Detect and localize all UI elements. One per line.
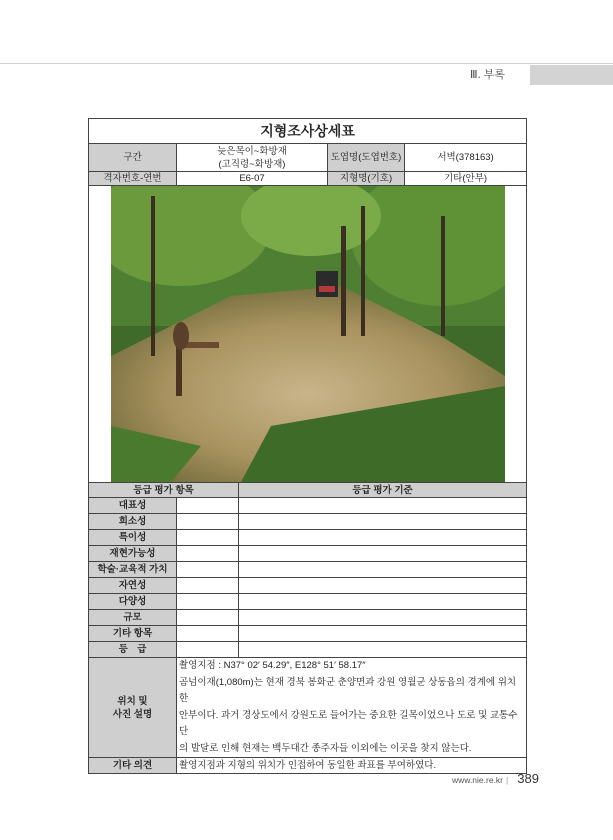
footer-separator: |: [506, 775, 509, 785]
photo-cell: [89, 186, 527, 483]
criteria-grade: [177, 642, 239, 658]
criteria-basis: [239, 546, 527, 562]
chapter-label: Ⅲ. 부록: [470, 69, 505, 81]
page-number: 389: [517, 771, 539, 786]
criteria-grade: [177, 514, 239, 530]
criteria-item: 자연성: [89, 578, 177, 594]
criteria-grade: [177, 530, 239, 546]
location-line: 곰넘이재(1,080m)는 현재 경북 봉화군 춘양면과 강원 영월군 상동읍의 경계에 위치한: [179, 676, 517, 704]
criteria-basis: [239, 514, 527, 530]
criteria-grade: [177, 578, 239, 594]
criteria-basis: [239, 530, 527, 546]
criteria-basis: [239, 578, 527, 594]
location-description: [177, 658, 527, 758]
survey-table: [88, 118, 527, 774]
criteria-header-right: 등급 평가 기준: [239, 483, 527, 498]
location-label-line2: 사진 설명: [112, 708, 153, 720]
criteria-header-left: 등급 평가 항목: [89, 483, 239, 498]
criteria-item: 다양성: [89, 594, 177, 610]
criteria-item: 대표성: [89, 498, 177, 514]
location-label: [89, 658, 177, 758]
criteria-grade: [177, 562, 239, 578]
site-url: www.nie.re.kr: [452, 775, 504, 785]
landform-label: 지형명(기호): [328, 172, 405, 186]
criteria-item: 규모: [89, 610, 177, 626]
criteria-item: 기타 항목: [89, 626, 177, 642]
map-label: 도엽명(도엽번호): [328, 144, 405, 172]
section-value-line2: (고직령~화방재): [218, 158, 286, 170]
location-line: 의 발달로 인해 현재는 백두대간 종주자들 이외에는 이곳을 찾지 않는다.: [179, 742, 472, 754]
criteria-basis: [239, 498, 527, 514]
criteria-basis: [239, 610, 527, 626]
criteria-grade: [177, 546, 239, 562]
location-label-line1: 위치 및: [117, 695, 148, 707]
sheet-title: 지형조사상세표: [89, 119, 527, 144]
section-label: 구간: [89, 144, 177, 172]
criteria-basis: [239, 594, 527, 610]
site-photo: [111, 186, 505, 482]
criteria-item: 재현가능성: [89, 546, 177, 562]
section-value: [177, 144, 328, 172]
location-line: 안부이다. 과거 경상도에서 강원도로 들어가는 중요한 길목이었으나 도로 및 교통수단: [179, 709, 518, 737]
page-footer: [452, 771, 539, 786]
criteria-grade: [177, 594, 239, 610]
criteria-grade: [177, 626, 239, 642]
criteria-basis: [239, 642, 527, 658]
chapter-tab: [530, 65, 613, 85]
location-line: 촬영지점 : N37° 02′ 54.29″, E128° 51′ 58.17″: [179, 660, 366, 671]
grid-label: 격자번호-연번: [89, 172, 177, 186]
map-value: 서벽(378163): [405, 144, 527, 172]
header-rule: [0, 63, 613, 64]
criteria-basis: [239, 626, 527, 642]
criteria-grade: [177, 610, 239, 626]
section-value-line1: 늦은목이~화방재: [217, 145, 287, 157]
landform-value: 기타(안부): [405, 172, 527, 186]
criteria-basis: [239, 562, 527, 578]
criteria-item: 특이성: [89, 530, 177, 546]
criteria-grade: [177, 498, 239, 514]
criteria-item: 학술·교육적 가치: [89, 562, 177, 578]
etc-value: 촬영지점과 지형의 위치가 인접하여 동일한 좌표를 부여하였다.: [177, 758, 527, 774]
grid-value: E6-07: [177, 172, 328, 186]
criteria-item: 희소성: [89, 514, 177, 530]
etc-label: 기타 의견: [89, 758, 177, 774]
criteria-item: 등 급: [89, 642, 177, 658]
